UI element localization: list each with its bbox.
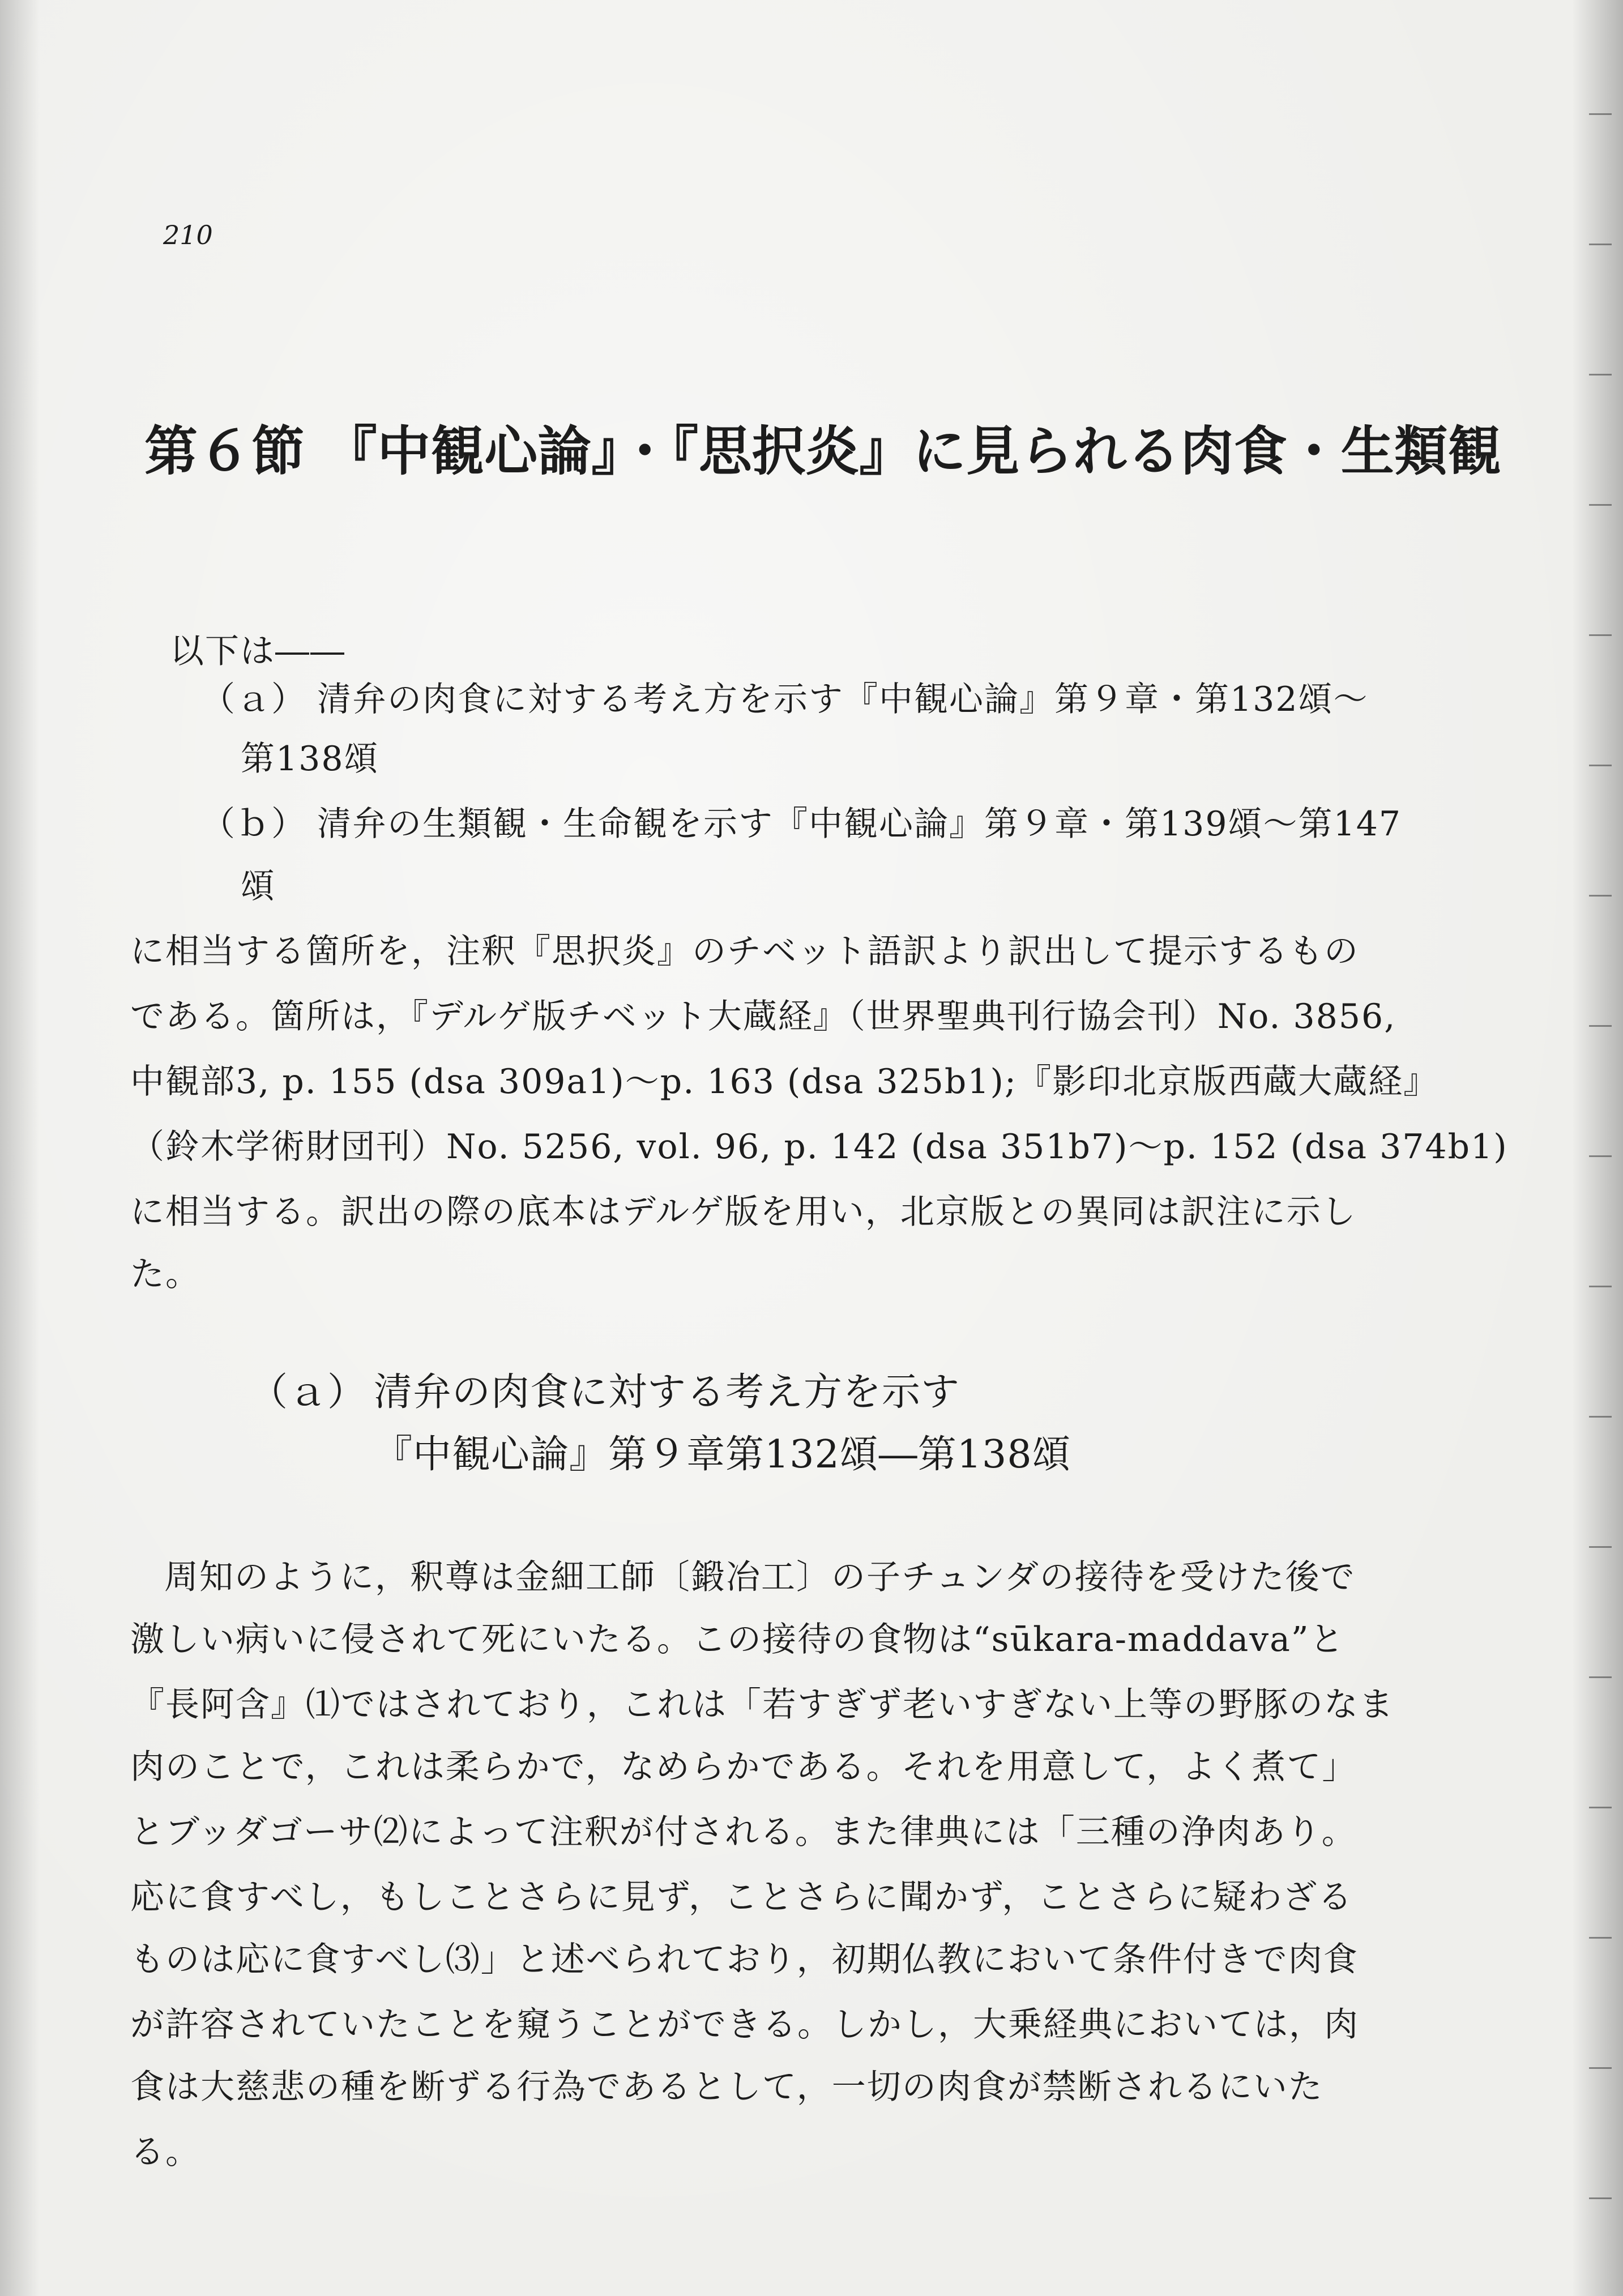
intro-item-a-line1: 清弁の肉食に対する考え方を示す『中観心論』第９章・第132頌～ (317, 680, 1369, 719)
page-edge-marks (1589, 113, 1612, 2209)
subsection-title-line1: 清弁の肉食に対する考え方を示す (374, 1370, 960, 1415)
intro-para-line: 中観部3, p. 155 (dsa 309a1)～p. 163 (dsa 325b1);『影印北京版西蔵大蔵経』 (130, 1062, 1439, 1102)
intro-para-line: である。箇所は，『デルゲ版チベット大蔵経』（世界聖典刊行協会刊）No. 3856, (130, 997, 1396, 1036)
body-line: 激しい病いに侵されて死にいたる。この接待の食物は“sūkara-maddava”と (130, 1620, 1345, 1659)
intro-item-a-line2: 第138頌 (241, 739, 379, 779)
body-line: が許容されていたことを窺うことができる。しかし，大乗経典においては，肉 (130, 2005, 1359, 2045)
body-line: 食は大慈悲の種を断ずる行為であるとして，一切の肉食が禁断されるにいた (130, 2067, 1323, 2107)
intro-item-a-marker: （ａ） (201, 680, 306, 719)
body-line: 肉のことで，これは柔らかで，なめらかである。それを用意して，よく煮て」 (130, 1747, 1357, 1787)
intro-para-line: に相当する。訳出の際の底本はデルゲ版を用い，北京版との異同は訳注に示し (130, 1192, 1357, 1232)
subsection-marker: （ａ） (249, 1370, 367, 1415)
intro-para-line: （鈴木学術財団刊）No. 5256, vol. 96, p. 142 (dsa 351b7)～p. 152 (dsa 374b1) (130, 1127, 1508, 1167)
body-line: 『長阿含』⑴ではされており，これは「若すぎず老いすぎない上等の野豚のなま (130, 1685, 1394, 1725)
intro-item-b-line1: 清弁の生類観・生命観を示す『中観心論』第９章・第139頌～第147 (317, 804, 1402, 844)
intro-item-b-line2: 頌 (241, 867, 276, 906)
section-title: 第６節 『中観心論』・『思択炎』に見られる肉食・生類観 (144, 420, 1502, 483)
body-line: 周知のように，釈尊は金細工師〔鍛冶工〕の子チュンダの接待を受けた後で (164, 1557, 1356, 1597)
body-line: とブッダゴーサ⑵によって注釈が付される。また律典には「三種の浄肉あり。 (130, 1812, 1357, 1852)
body-line: る。 (130, 2132, 200, 2172)
body-line: 応に食すべし，もしことさらに見ず，ことさらに聞かず，ことさらに疑わざる (130, 1877, 1353, 1917)
intro-para-line: た。 (130, 1254, 200, 1294)
subsection-title-line2: 『中観心論』第９章第132頌―第138頌 (374, 1432, 1071, 1477)
intro-lead: 以下は―― (170, 631, 345, 671)
intro-para-line: に相当する箇所を，注釈『思択炎』のチベット語訳より訳出して提示するもの (130, 932, 1359, 971)
page-number: 210 (163, 220, 213, 250)
scan-shadow-left (0, 0, 40, 2296)
intro-item-b-marker: （ｂ） (201, 804, 306, 844)
body-line: ものは応に食すべし⑶」と述べられており，初期仏教において条件付きで肉食 (130, 1940, 1359, 1979)
